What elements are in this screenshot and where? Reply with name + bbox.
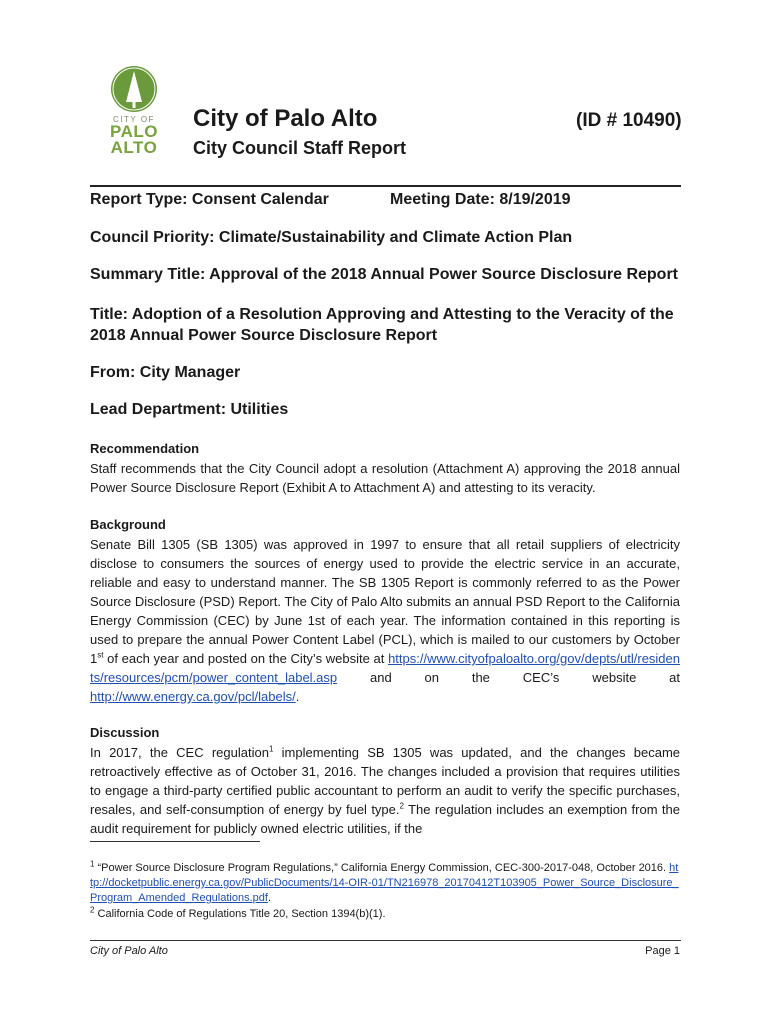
- logo-city-text: CITY OF: [113, 115, 155, 124]
- report-id: (ID # 10490): [576, 110, 682, 131]
- meeting-date: Meeting Date: 8/19/2019: [390, 191, 571, 208]
- recommendation-heading: Recommendation: [90, 441, 200, 456]
- background-text: Senate Bill 1305 (SB 1305) was approved in 1997 to ensure that all retail suppliers of electricity disclose to consumers the sources of energy used to provide the electric service in an accurate, reliable and easy to understand manner. The SB 1305 Report is commonly referred to as the Power Source Disclosure (PSD) Report. The City of Palo Alto submits an annual PSD Report to the California Energy Commission (CEC) by June 1st of each year. The information contained in this reporting is used to prepare the annual Power Content Label (PCL), which is mailed to our customers by October 1st of each year and posted on the City’s website at https://www.cityofpaloalto.org/gov/depts/utl/residents/resources/pcm/power_content_label.asp and on the CEC’s website at http://www.energy.ca.gov/pcl/labels/.: [90, 537, 680, 704]
- pcl-city-link[interactable]: https://www.cityofpaloalto.org/gov/depts/utl/residents/resources/pcm/power_content_label.asp: [90, 651, 680, 685]
- report-type: Report Type: Consent Calendar: [90, 191, 329, 208]
- footnote-2: $^2$ California Code of Regulations Title 20, Section 1394(b)(1).: [90, 905, 386, 920]
- footnote-1-link[interactable]: http://docketpublic.energy.ca.gov/PublicDocuments/14-OIR-01/TN216978_20170412T103905_Power_Source_Disclosure_Program_Amended_Regulations.pdf: [90, 862, 679, 904]
- discussion-heading: Discussion: [90, 725, 160, 740]
- footnote-divider: [90, 841, 260, 842]
- lead-department: Lead Department: Utilities: [90, 401, 289, 418]
- page-subtitle: City Council Staff Report: [193, 138, 407, 158]
- report-title: Title: Adoption of a Resolution Approving and Attesting to the Veracity of the 2018 Annual Power Source Disclosure Report: [90, 306, 674, 344]
- logo-alto-text: ALTO: [110, 138, 158, 157]
- page-number: Page 1: [645, 945, 680, 957]
- council-priority: Council Priority: Climate/Sustainability and Climate Action Plan: [90, 229, 573, 246]
- header-divider: [90, 185, 681, 187]
- footer-divider: [90, 940, 681, 941]
- from-line: From: City Manager: [90, 364, 241, 381]
- discussion-text: In 2017, the CEC regulation$^1$ implementing SB 1305 was updated, and the changes became retroactively effective as of October 31, 2016. The changes included a provision that requires utilities to engage a third-party certified public accountant to perform an audit to verify the specific purchases, resales, and self-consumption of energy by fuel type.$^2$ The regulation includes an exemption from the audit requirement for publicly owned electric utilities, if the: [90, 744, 681, 836]
- summary-title: Summary Title: Approval of the 2018 Annual Power Source Disclosure Report: [90, 266, 678, 283]
- logo-palo-text: PALO: [110, 122, 158, 141]
- background-heading: Background: [90, 517, 166, 532]
- footnote-1: $^1$ “Power Source Disclosure Program Regulations,” California Energy Commission, CEC-300-2017-048, October 2016. http://docketpublic.energy.ca.gov/PublicDocuments/14-OIR-01/TN216978_20170412T103905_Power_Source_Disclosure_Program_Amended_Regulations.pdf.: [90, 859, 679, 904]
- pcl-cec-link[interactable]: http://www.energy.ca.gov/pcl/labels/: [90, 689, 296, 704]
- footer-left: City of Palo Alto: [90, 945, 168, 957]
- page-title: City of Palo Alto: [193, 105, 378, 132]
- recommendation-text: Staff recommends that the City Council adopt a resolution (Attachment A) approving the 2018 annual Power Source Disclosure Report (Exhibit A to Attachment A) and attesting to its veracity.: [90, 461, 680, 495]
- city-logo: [108, 66, 160, 156]
- tree-icon: [111, 66, 157, 112]
